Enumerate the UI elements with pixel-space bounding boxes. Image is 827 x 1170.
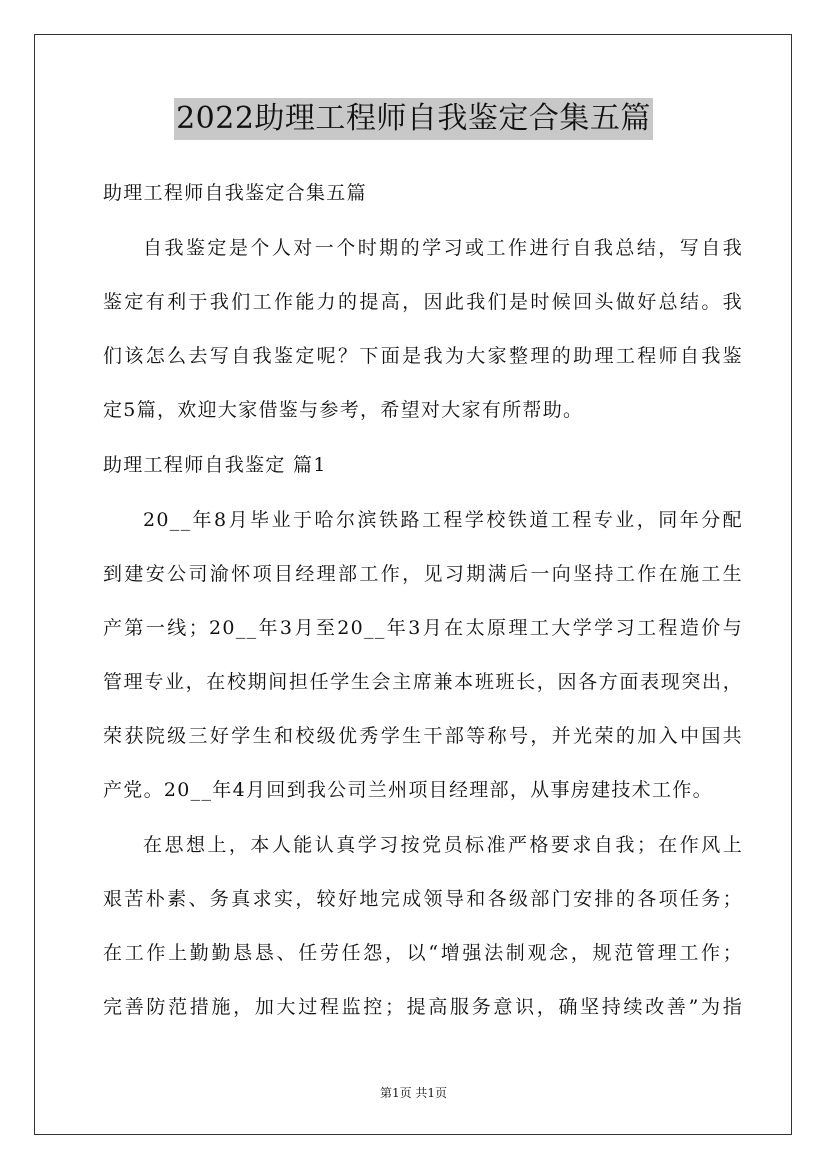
paragraph-line: 荣获院级三好学生和校级优秀学生干部等称号，并光荣的加入中国共 (103, 725, 743, 747)
paragraph-line: 产党。20__年4月回到我公司兰州项目经理部，从事房建技术工作。 (103, 779, 713, 801)
paragraph-line: 艰苦朴素、务真求实，较好地完成领导和各级部门安排的各项任务； (103, 888, 743, 910)
paragraph-line: 自我鉴定是个人对一个时期的学习或工作进行自我总结，写自我 (143, 237, 743, 259)
paragraph-line: 到建安公司渝怀项目经理部工作，见习期满后一向坚持工作在施工生 (103, 563, 743, 585)
section-heading: 助理工程师自我鉴定 篇1 (103, 454, 327, 476)
document-title: 2022助理工程师自我鉴定合集五篇 (174, 98, 653, 140)
subtitle-line: 助理工程师自我鉴定合集五篇 (103, 182, 367, 204)
paragraph-line: 在思想上，本人能认真学习按党员标准严格要求自我；在作风上 (143, 834, 743, 856)
paragraph-line: 在工作上勤勤恳恳、任劳任怨，以“增强法制观念，规范管理工作； (103, 942, 743, 964)
page-footer: 第1页 共1页 (379, 1086, 448, 1100)
paragraph-line: 管理专业，在校期间担任学生会主席兼本班班长，因各方面表现突出， (103, 671, 743, 693)
paragraph-line: 完善防范措施，加大过程监控；提高服务意识，确坚持续改善”为指 (103, 996, 743, 1018)
paragraph-line: 们该怎么去写自我鉴定呢？下面是我为大家整理的助理工程师自我鉴 (103, 345, 743, 367)
paragraph-line: 产第一线；20__年3月至20__年3月在太原理工大学学习工程造价与 (103, 617, 743, 639)
paragraph-line: 定5篇，欢迎大家借鉴与参考，希望对大家有所帮助。 (103, 399, 584, 421)
title-container (0, 98, 827, 140)
paragraph-line: 20__年8月毕业于哈尔滨铁路工程学校铁道工程专业，同年分配 (143, 509, 743, 531)
paragraph-line: 鉴定有利于我们工作能力的提高，因此我们是时候回头做好总结。我 (103, 291, 743, 313)
